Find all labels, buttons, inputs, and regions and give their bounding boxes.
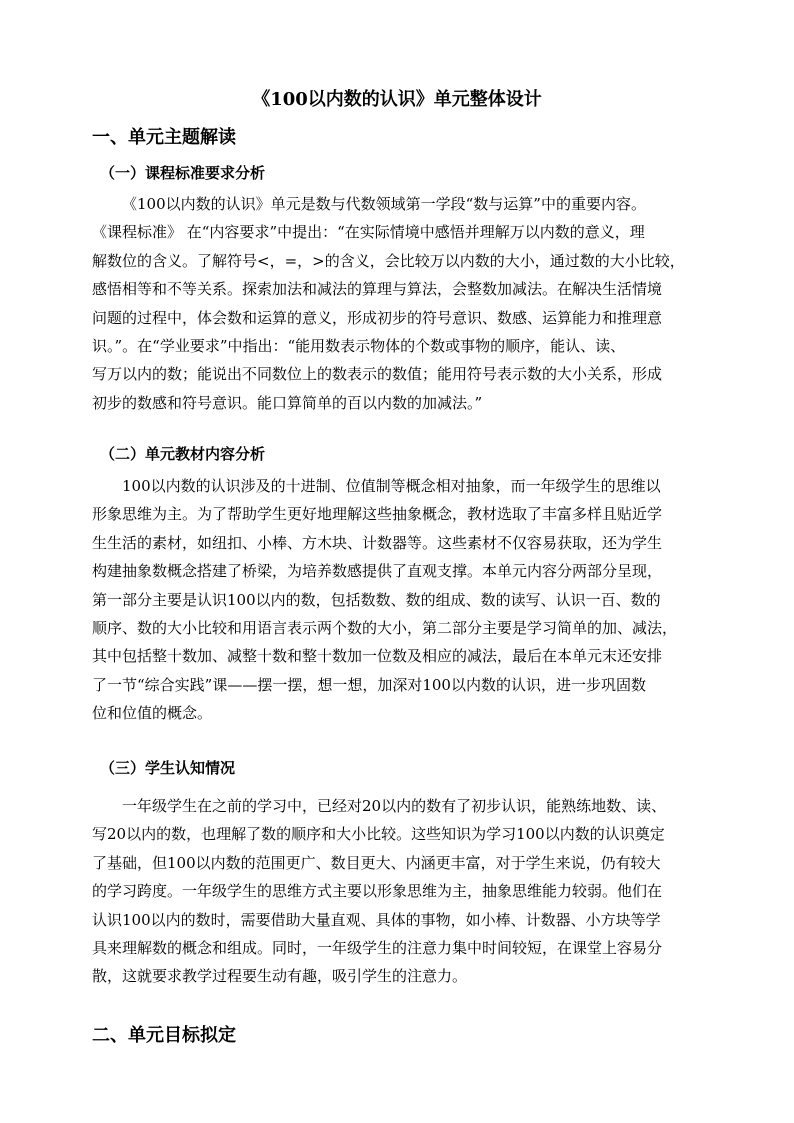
paragraph-line: 顺序、数的大小比较和用语言表示两个数的大小，第二部分主要是学习简单的加、减法， — [92, 619, 678, 638]
paragraph-textbook-analysis — [92, 472, 710, 728]
paragraph-line: 了一节“综合实践”课——摆一摆，想一想，加深对100以内数的认识，进一步巩固数 — [92, 675, 646, 694]
paragraph-line: 了基础，但100以内数的范围更广、数目更大、内涵更丰富，对于学生来说，仍有较大 — [92, 853, 661, 872]
paragraph-curriculum-standard — [92, 190, 710, 417]
paragraph-line: 位和位值的概念。 — [92, 704, 213, 723]
subsection-heading-2: （二）单元教材内容分析 — [100, 445, 266, 463]
document-title: 《100以内数的认识》单元整体设计 — [252, 89, 542, 110]
paragraph-line: 《100以内数的认识》单元是数与代数领域第一学段“数与运算”中的重要内容。 — [122, 195, 646, 213]
paragraph-line: 100以内数的认识涉及的十进制、位值制等概念相对抽象，而一年级学生的思维以 — [122, 477, 661, 495]
paragraph-line: 生生活的素材，如纽扣、小棒、方木块、计数器等。这些素材不仅容易获取，还为学生 — [92, 533, 663, 552]
subsection-heading-1: （一）课程标准要求分析 — [100, 164, 266, 182]
paragraph-line: 写20以内的数，也理解了数的顺序和大小比较。这些知识为学习100以内数的认识奠定 — [92, 825, 665, 844]
section-heading-2: 二、单元目标拟定 — [92, 1025, 236, 1046]
paragraph-line: 第一部分主要是认识100以内的数，包括数数、数的组成、数的读写、认识一百、数的 — [92, 590, 661, 609]
paragraph-line: 解数位的含义。了解符号<，=，>的含义，会比较万以内数的大小，通过数的大小比较， — [92, 251, 685, 270]
subsection-heading-3: （三）学生认知情况 — [100, 759, 236, 777]
paragraph-line: 散，这就要求教学过程要生动有趣，吸引学生的注意力。 — [92, 967, 468, 986]
paragraph-line: 感悟相等和不等关系。探索加法和减法的算理与算法，会整数加减法。在解决生活情境 — [92, 280, 663, 299]
paragraph-line: 其中包括整十数加、减整十数和整十数加一位数及相应的减法，最后在本单元末还安排 — [92, 647, 663, 666]
paragraph-student-cognition — [92, 792, 710, 991]
paragraph-line: 具来理解数的概念和组成。同时，一年级学生的注意力集中时间较短，在课堂上容易分 — [92, 939, 663, 958]
paragraph-line: 写万以内的数；能说出不同数位上的数表示的数值；能用符号表示数的大小关系，形成 — [92, 365, 663, 384]
paragraph-line: 问题的过程中，体会数和运算的意义，形成初步的符号意识、数感、运算能力和推理意 — [92, 308, 663, 327]
paragraph-line: 形象思维为主。为了帮助学生更好地理解这些抽象概念，教材选取了丰富多样且贴近学 — [92, 505, 663, 524]
section-heading-1: 一、单元主题解读 — [92, 127, 236, 148]
paragraph-line: 认识100以内的数时，需要借助大量直观、具体的事物，如小棒、计数器、小方块等学 — [92, 910, 661, 929]
paragraph-line: 构建抽象数概念搭建了桥梁，为培养数感提供了直观支撑。本单元内容分两部分呈现， — [92, 562, 663, 581]
paragraph-line: 的学习跨度。一年级学生的思维方式主要以形象思维为主，抽象思维能力较弱。他们在 — [92, 882, 663, 901]
paragraph-line: 识。”。在“学业要求”中指出：“能用数表示物体的个数或事物的顺序，能认、读、 — [92, 337, 626, 356]
paragraph-line: 一年级学生在之前的学习中，已经对20以内的数有了初步认识，能熟练地数、读、 — [122, 797, 667, 815]
paragraph-line: 初步的数感和符号意识。能口算简单的百以内数的加减法。” — [92, 393, 483, 412]
paragraph-line: 《课程标准》 在“内容要求”中提出：“在实际情境中感悟并理解万以内数的意义，理 — [92, 223, 645, 242]
